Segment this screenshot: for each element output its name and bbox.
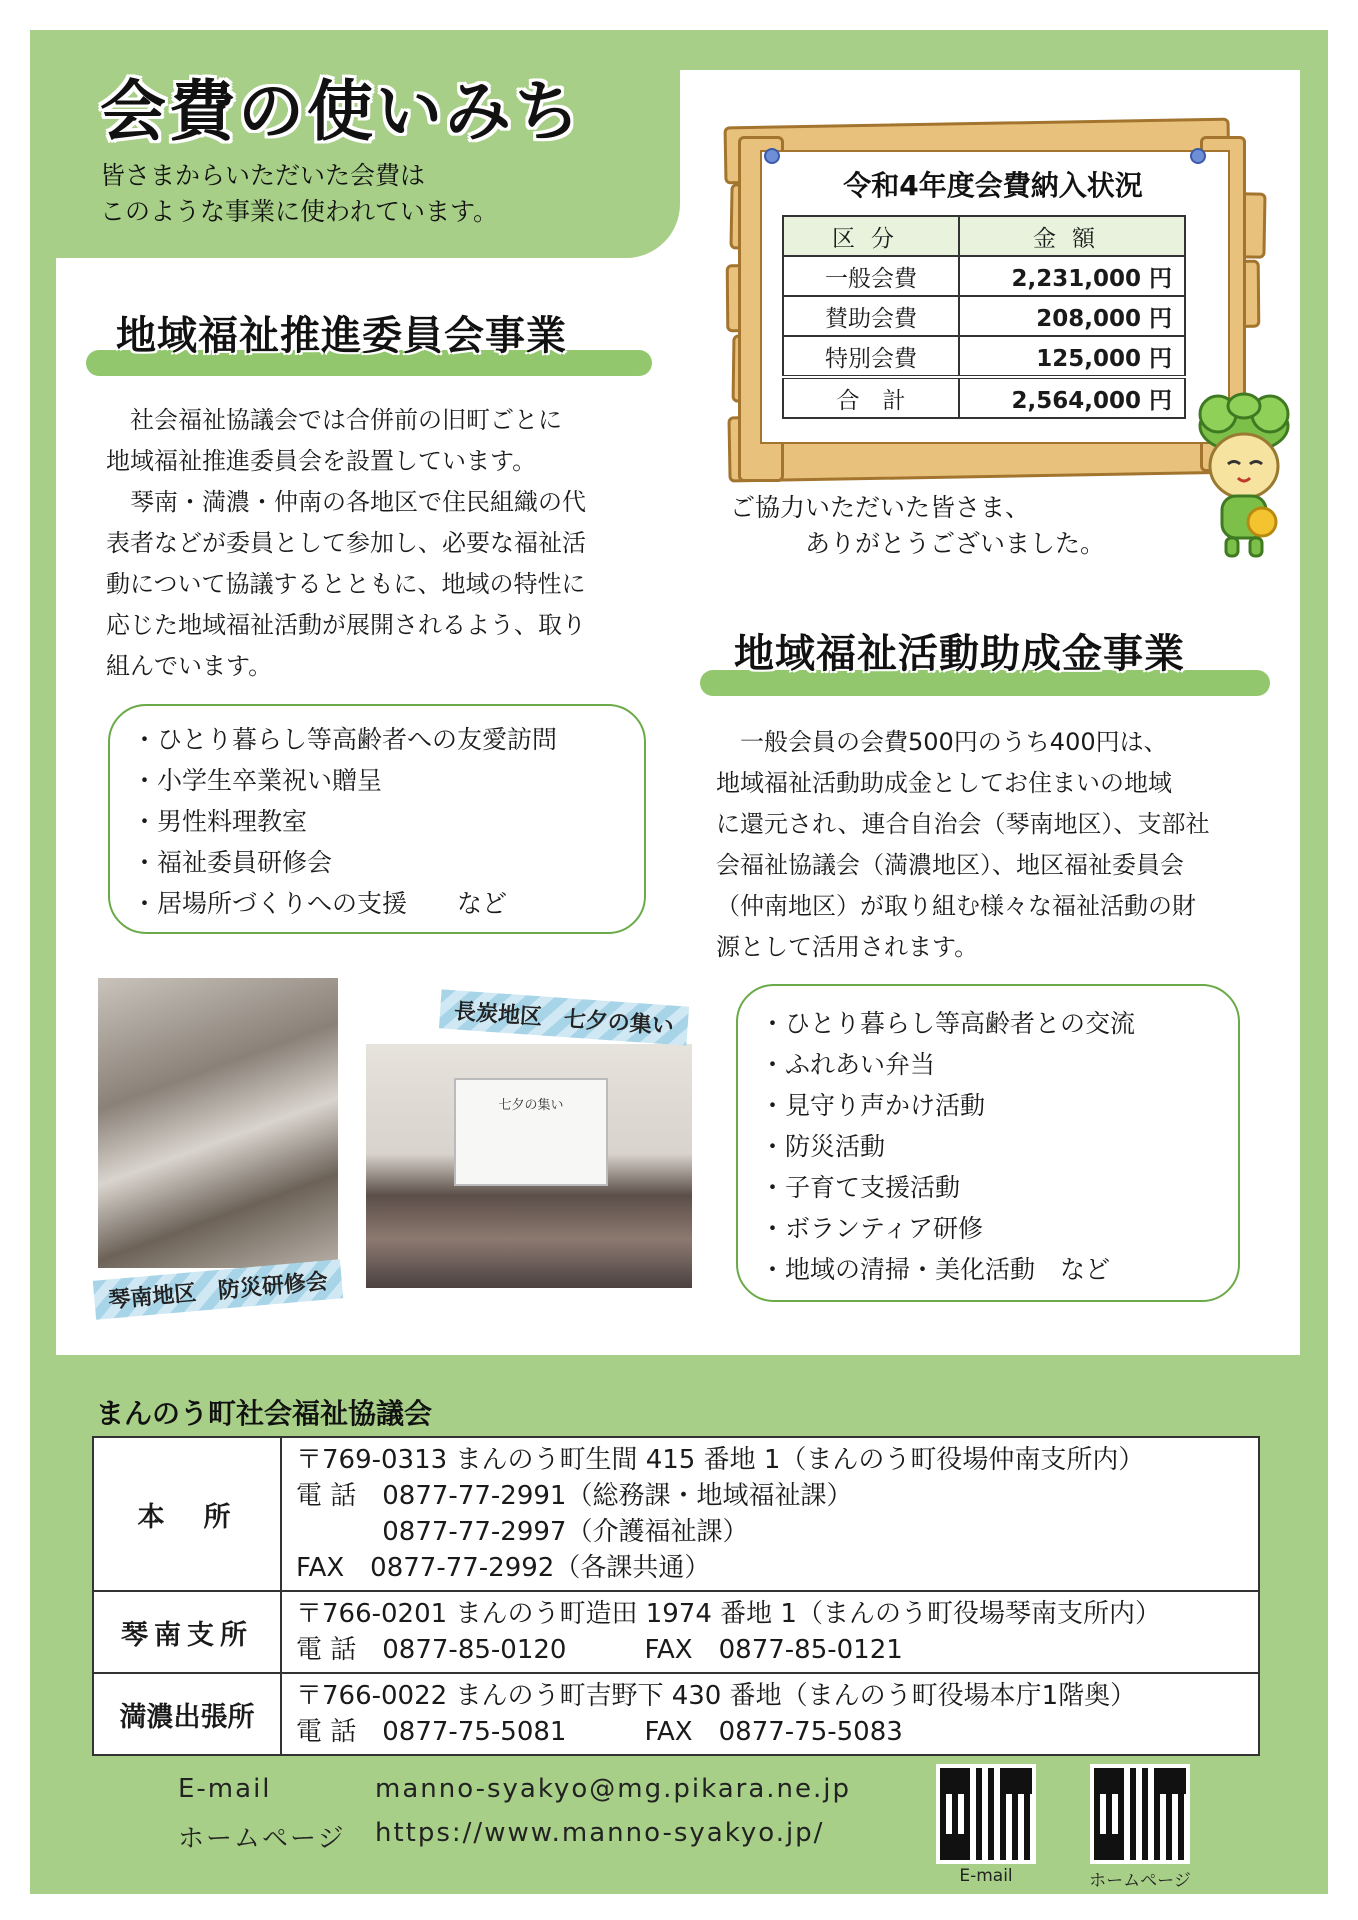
paragraph-line: 会福祉協議会（満濃地区）、地区福祉委員会 [716, 851, 1184, 879]
paragraph-line: 組んでいます。 [106, 652, 273, 680]
total-label: 合 計 [783, 377, 959, 418]
office-info [281, 1591, 1259, 1673]
intro-text [100, 158, 498, 230]
office-line: 〒769-0313 まんのう町生間 415 番地 1（まんのう町役場仲南支所内） [296, 1445, 1145, 1475]
fee-table [782, 215, 1186, 419]
office-row [93, 1591, 1259, 1673]
fee-amount: 2,231,000 円 [959, 256, 1185, 296]
email-link[interactable]: manno-syakyo@mg.pikara.ne.jp [375, 1774, 851, 1804]
fee-label: 一般会費 [783, 256, 959, 296]
section-title: 地域福祉活動助成金事業 [734, 631, 1185, 677]
paragraph-line: 地域福祉活動助成金としてお住まいの地域 [716, 769, 1172, 797]
list-item: ・ひとり暮らし等高齢者への友愛訪問 [132, 725, 558, 754]
whiteboard-text: 七夕の集い [498, 1098, 564, 1113]
fee-amount: 125,000 円 [959, 336, 1185, 377]
office-line: 電 話 0877-77-2991（総務課・地域福祉課） [296, 1481, 853, 1511]
mascot-character-icon [1188, 392, 1300, 560]
office-info [281, 1437, 1259, 1591]
photo-caption: 琴南地区 防災研修会 [93, 1259, 343, 1319]
paragraph-line: 表者などが委員として参加し、必要な福祉活 [106, 529, 586, 557]
paragraph-line: （仲南地区）が取り組む様々な福祉活動の財 [716, 892, 1196, 920]
section-paragraph [716, 722, 1209, 968]
email-label: E-mail [178, 1774, 272, 1804]
thanks-line: ありがとうございました。 [730, 529, 1106, 558]
list-item: ・小学生卒業祝い贈呈 [132, 766, 383, 795]
fee-amount: 208,000 円 [959, 296, 1185, 336]
office-line: 電 話 0877-85-0120 FAX 0877-85-0121 [296, 1635, 903, 1665]
office-row [93, 1437, 1259, 1591]
contact-table [92, 1436, 1260, 1756]
list-item: ・見守り声かけ活動 [760, 1091, 986, 1120]
office-name: 本 所 [93, 1437, 281, 1591]
office-name: 琴南支所 [93, 1591, 281, 1673]
paragraph-line: 一般会員の会費500円のうち400円は、 [716, 728, 1168, 756]
office-info [281, 1673, 1259, 1755]
total-amount: 2,564,000 円 [959, 377, 1185, 418]
paragraph-line: 源として活用されます。 [716, 933, 979, 961]
qr-caption: ホームページ [1089, 1871, 1191, 1891]
list-item: ・男性料理教室 [132, 807, 308, 836]
paragraph-line: 応じた地域福祉活動が展開されるよう、取り [106, 611, 586, 639]
office-line: FAX 0877-77-2992（各課共通） [296, 1553, 711, 1583]
intro-line: 皆さまからいただいた会費は [100, 161, 426, 190]
paragraph-line: 琴南・満濃・仲南の各地区で住民組織の代 [106, 488, 586, 516]
list-item: ・ふれあい弁当 [760, 1050, 936, 1079]
fee-label: 賛助会費 [783, 296, 959, 336]
office-line: 電 話 0877-75-5081 FAX 0877-75-5083 [296, 1717, 903, 1747]
fee-title: 令和4年度会費納入状況 [843, 169, 1143, 202]
page-title: 会費の使いみち [100, 73, 583, 150]
office-line: 〒766-0022 まんのう町吉野下 430 番地（まんのう町役場本庁1階奥） [296, 1681, 1137, 1711]
list-item: ・ひとり暮らし等高齢者との交流 [760, 1009, 1136, 1038]
table-total-row [783, 377, 1185, 418]
activity-list [736, 984, 1240, 1302]
section-title: 地域福祉推進委員会事業 [116, 313, 567, 359]
thanks-text [730, 490, 1105, 562]
table-row [783, 296, 1185, 336]
homepage-label: ホームページ [178, 1824, 346, 1854]
thanks-line: ご協力いただいた皆さま、 [730, 493, 1031, 522]
photo-disaster-training [98, 978, 338, 1268]
homepage-qr-code-icon[interactable] [1090, 1764, 1190, 1864]
fee-label: 特別会費 [783, 336, 959, 377]
list-item: ・子育て支援活動 [760, 1173, 961, 1202]
email-qr-code-icon[interactable] [936, 1764, 1036, 1864]
header-cell: 金額 [959, 216, 1185, 256]
paragraph-line: 地域福祉推進委員会を設置しています。 [106, 447, 537, 475]
office-line: 〒766-0201 まんのう町造田 1974 番地 1（まんのう町役場琴南支所内） [296, 1599, 1161, 1629]
intro-line: このような事業に使われています。 [100, 197, 499, 226]
header-cell: 区分 [783, 216, 959, 256]
homepage-link[interactable]: https://www.manno-syakyo.jp/ [375, 1818, 825, 1848]
list-item: ・居場所づくりへの支援 など [132, 889, 508, 918]
organization-name: まんのう町社会福祉協議会 [96, 1397, 433, 1430]
pin-icon [764, 148, 780, 164]
table-header-row [783, 216, 1185, 256]
paragraph-line: に還元され、連合自治会（琴南地区）、支部社 [716, 810, 1210, 838]
office-name: 満濃出張所 [93, 1673, 281, 1755]
activity-list [108, 704, 646, 934]
table-row [783, 256, 1185, 296]
photo-tanabata-event [366, 1044, 692, 1288]
list-item: ・地域の清掃・美化活動 など [760, 1255, 1111, 1284]
paragraph-line: 動について協議するとともに、地域の特性に [106, 570, 586, 598]
office-row [93, 1673, 1259, 1755]
whiteboard [454, 1078, 608, 1186]
qr-caption: E-mail [959, 1866, 1013, 1886]
list-item: ・ボランティア研修 [760, 1214, 984, 1243]
section-paragraph [106, 400, 586, 687]
list-item: ・福祉委員研修会 [132, 848, 333, 877]
paragraph-line: 社会福祉協議会では合併前の旧町ごとに [106, 406, 562, 434]
list-item: ・防災活動 [760, 1132, 886, 1161]
table-row [783, 336, 1185, 377]
office-line: 0877-77-2997（介護福祉課） [296, 1517, 749, 1547]
pin-icon [1190, 148, 1206, 164]
photo-caption: 長炭地区 七夕の集い [439, 989, 689, 1045]
